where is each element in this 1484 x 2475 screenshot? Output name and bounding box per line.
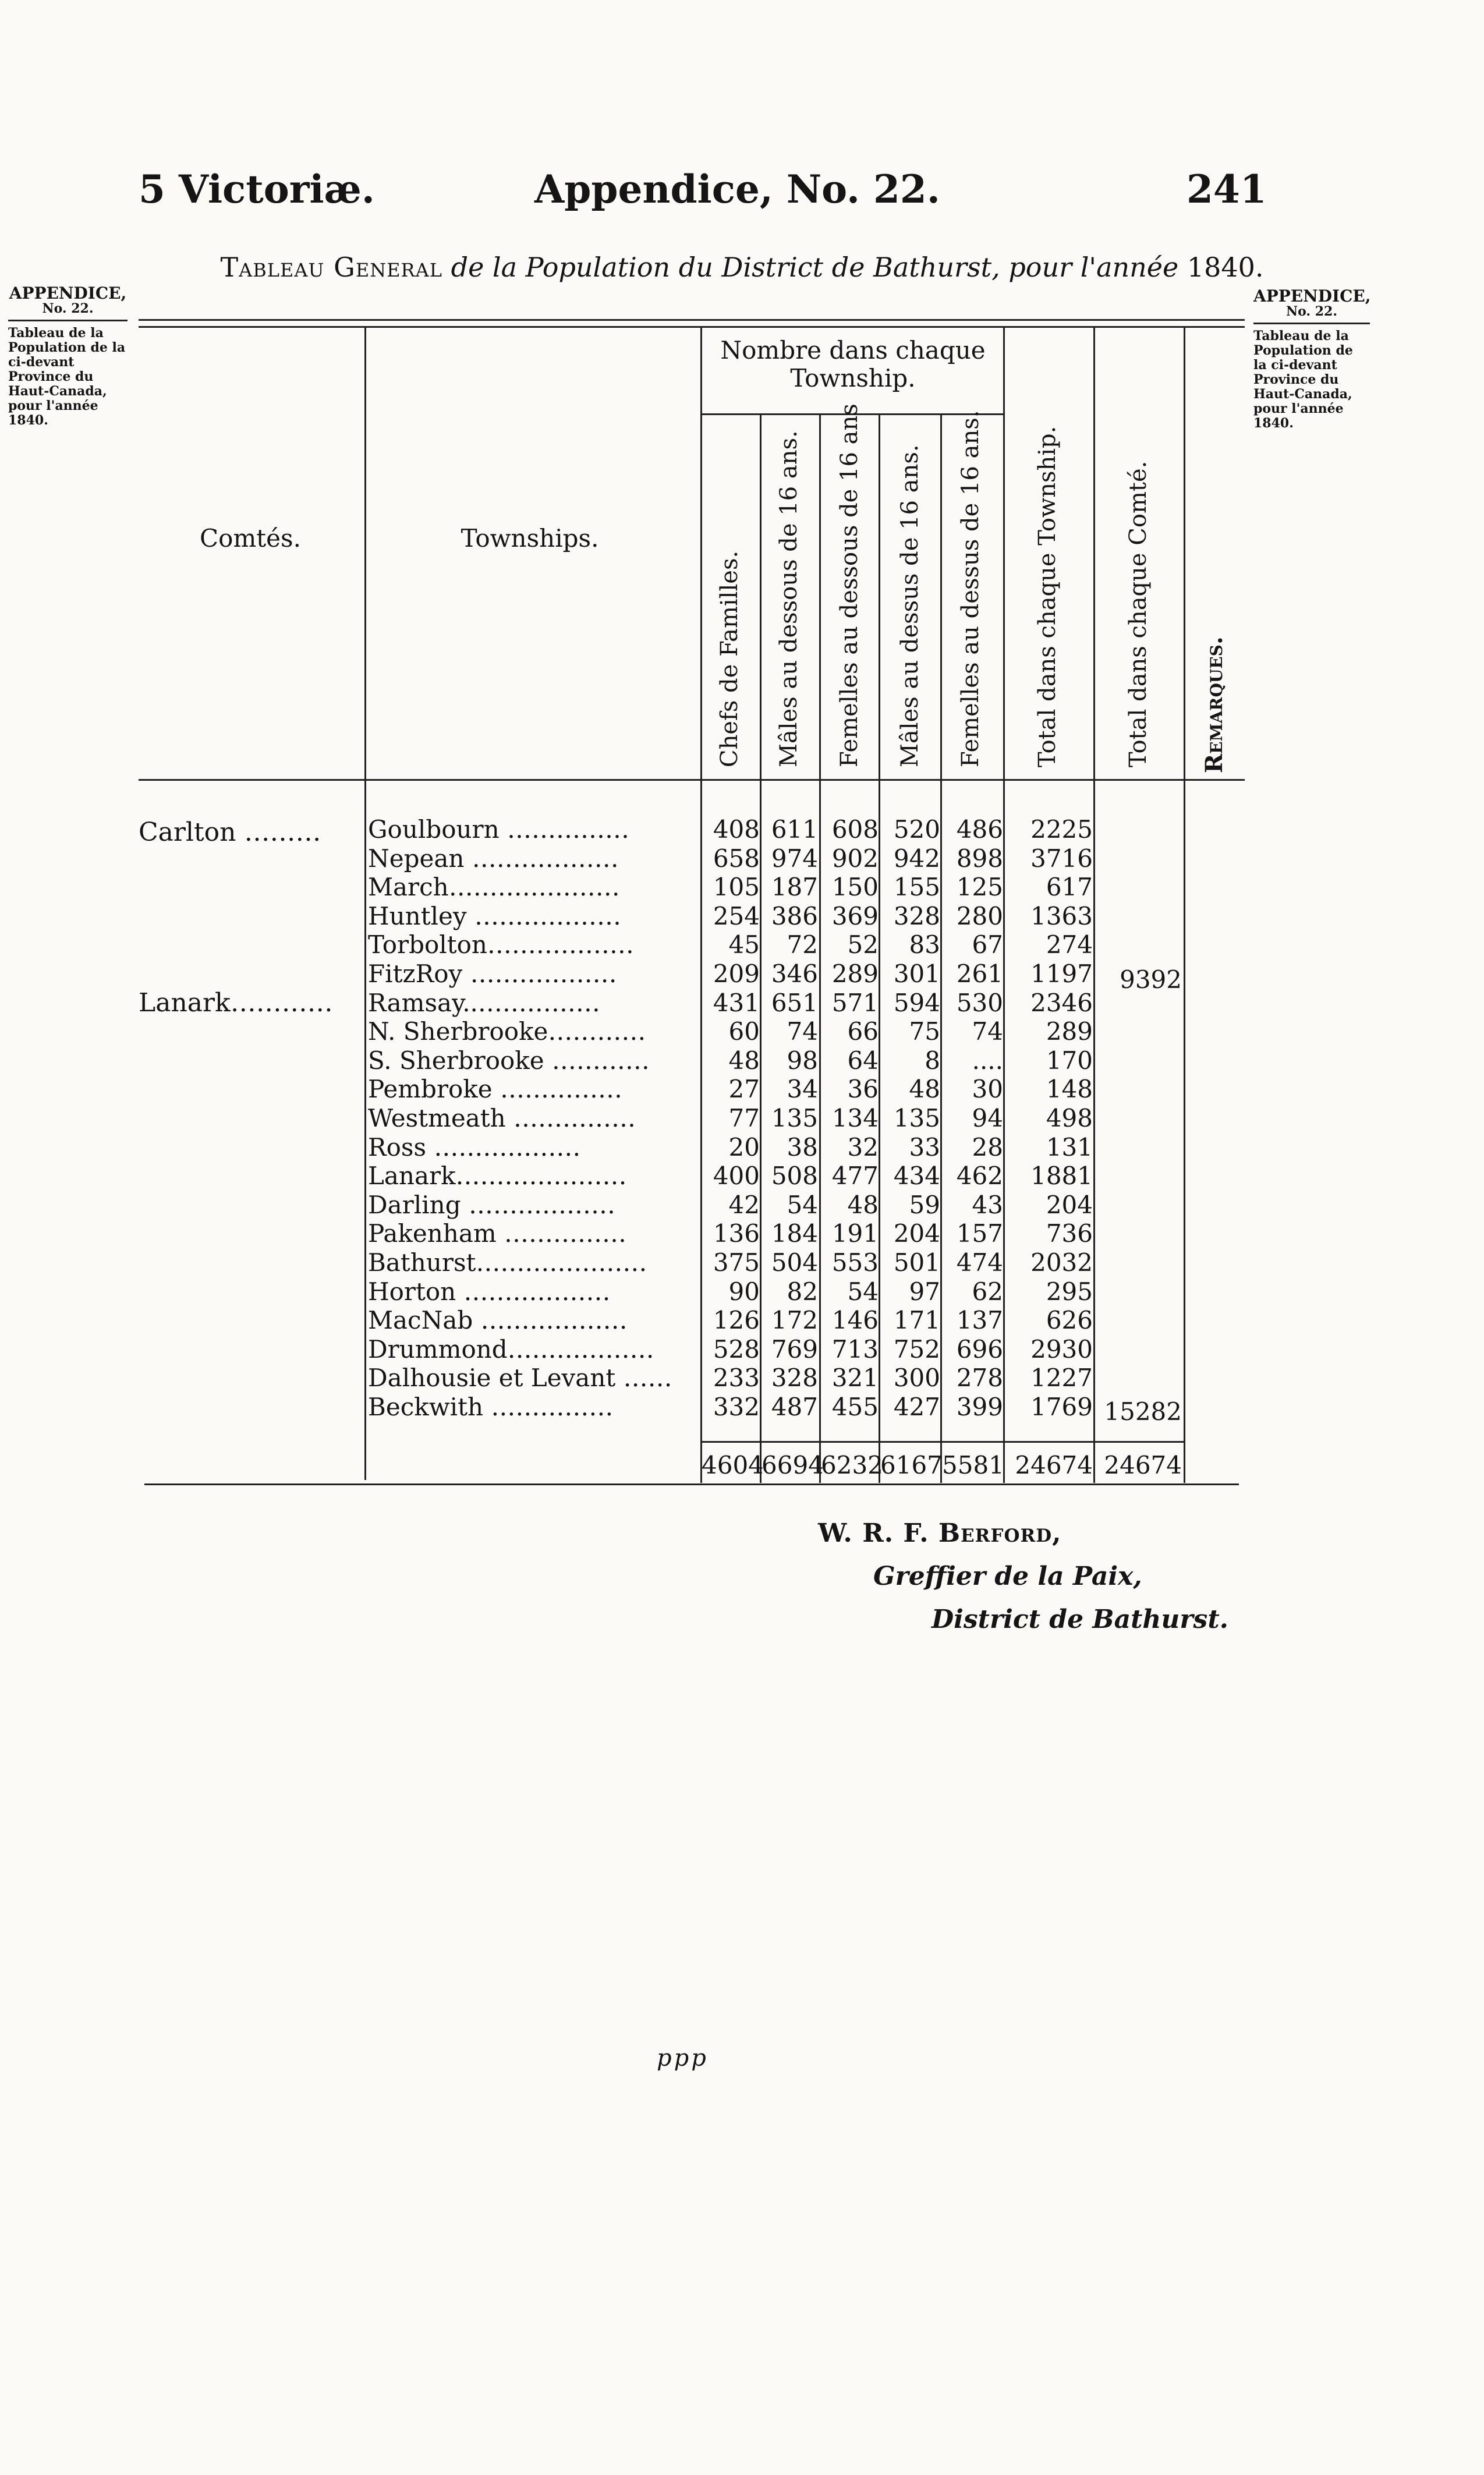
cell-chefs: 233 bbox=[713, 1364, 760, 1393]
table-row bbox=[0, 1364, 1484, 1393]
table-top-rule-2 bbox=[139, 326, 1245, 328]
table-row bbox=[0, 1133, 1484, 1162]
cell-chefs: 332 bbox=[713, 1393, 760, 1421]
cell-township: Huntley ……………… bbox=[368, 901, 621, 930]
county-total-lanark: 15282 bbox=[1104, 1397, 1182, 1426]
cell-females-under: 150 bbox=[831, 873, 879, 902]
cell-total-township: 2032 bbox=[1030, 1248, 1093, 1277]
cell-males-over: 33 bbox=[909, 1132, 940, 1162]
cell-chefs: 60 bbox=[728, 1017, 760, 1046]
cell-females-over: 462 bbox=[956, 1162, 1003, 1191]
cell-females-under: 455 bbox=[831, 1393, 879, 1421]
table-row bbox=[0, 815, 1484, 844]
cell-township: Drummond……………… bbox=[368, 1334, 654, 1364]
totals-rule bbox=[702, 1441, 1185, 1443]
cell-chefs: 375 bbox=[713, 1248, 760, 1277]
cell-males-under: 504 bbox=[771, 1248, 818, 1277]
cell-total-township: 1363 bbox=[1030, 901, 1093, 930]
cell-males-over: 75 bbox=[909, 1017, 940, 1046]
cell-chefs: 400 bbox=[713, 1162, 760, 1191]
cell-males-over: 97 bbox=[909, 1277, 940, 1306]
cell-males-under: 82 bbox=[787, 1277, 818, 1306]
cell-township: Pakenham …………… bbox=[368, 1219, 627, 1248]
cell-females-under: 553 bbox=[831, 1248, 879, 1277]
cell-total-township: 498 bbox=[1046, 1104, 1093, 1132]
total-county-grand: 24674 bbox=[1104, 1451, 1182, 1479]
margin-note-right-body: Tableau de la Population de la ci-devant Province du Haut-Canada, pour l'année 1840. bbox=[1253, 328, 1353, 431]
session-label: 5 Victoriæ. bbox=[139, 167, 375, 212]
cell-total-township: 289 bbox=[1046, 1017, 1093, 1046]
cell-township: Horton ……………… bbox=[368, 1277, 611, 1306]
table-row bbox=[0, 989, 1484, 1018]
cell-females-over: 94 bbox=[972, 1104, 1003, 1132]
cell-females-under: 66 bbox=[847, 1017, 879, 1046]
cell-total-township: 617 bbox=[1046, 873, 1093, 902]
col-header-total-county: Total dans chaque Comté. bbox=[1125, 461, 1152, 767]
cell-males-under: 974 bbox=[771, 844, 818, 873]
cell-females-over: 157 bbox=[956, 1219, 1003, 1248]
cell-township: Bathurst………………… bbox=[368, 1248, 647, 1277]
cell-females-under: 571 bbox=[831, 988, 879, 1017]
cell-township: Nepean ……………… bbox=[368, 844, 619, 873]
title-year: 1840. bbox=[1187, 252, 1264, 283]
cell-total-township: 148 bbox=[1046, 1075, 1093, 1104]
cell-females-under: 32 bbox=[847, 1132, 879, 1162]
cell-males-under: 184 bbox=[771, 1219, 818, 1248]
col-header-remarks: Remarques. bbox=[1200, 636, 1228, 773]
cell-males-over: 301 bbox=[893, 959, 940, 988]
col-header-county: Comtés. bbox=[200, 524, 301, 553]
county-total-carlton: 9392 bbox=[1120, 965, 1182, 994]
cell-chefs: 209 bbox=[713, 959, 760, 988]
margin-note-right-number: No. 22. bbox=[1286, 304, 1337, 319]
table-row bbox=[0, 1248, 1484, 1277]
cell-total-township: 274 bbox=[1046, 930, 1093, 959]
cell-chefs: 48 bbox=[728, 1046, 760, 1075]
table-row bbox=[0, 1191, 1484, 1220]
table-title bbox=[0, 252, 1484, 283]
cell-males-under: 346 bbox=[771, 959, 818, 988]
total-chefs: 4604 bbox=[702, 1451, 764, 1479]
total-females-under: 6232 bbox=[821, 1451, 883, 1479]
col-header-males-under: Mâles au dessous de 16 ans. bbox=[775, 430, 802, 767]
cell-chefs: 136 bbox=[713, 1219, 760, 1248]
cell-males-over: 48 bbox=[909, 1075, 940, 1104]
cell-females-under: 321 bbox=[831, 1364, 879, 1393]
cell-township: N. Sherbrooke………… bbox=[368, 1017, 646, 1046]
cell-males-over: 434 bbox=[893, 1162, 940, 1191]
margin-note-left-number: No. 22. bbox=[42, 301, 94, 316]
cell-females-over: 67 bbox=[972, 930, 1003, 959]
cell-females-under: 64 bbox=[847, 1046, 879, 1075]
cell-females-under: 36 bbox=[847, 1075, 879, 1104]
cell-males-under: 508 bbox=[771, 1162, 818, 1191]
total-males-under: 6694 bbox=[762, 1451, 824, 1479]
cell-males-over: 520 bbox=[893, 815, 940, 844]
total-township-grand: 24674 bbox=[1015, 1451, 1093, 1479]
cell-females-over: 62 bbox=[972, 1277, 1003, 1306]
cell-males-over: 59 bbox=[909, 1190, 940, 1219]
cell-total-township: 626 bbox=[1046, 1306, 1093, 1335]
cell-females-under: 52 bbox=[847, 930, 879, 959]
table-row bbox=[0, 844, 1484, 873]
cell-township: FitzRoy ……………… bbox=[368, 959, 617, 988]
signature-mark: ppp bbox=[657, 2045, 709, 2072]
table-row bbox=[0, 959, 1484, 989]
table-row bbox=[0, 1306, 1484, 1335]
cell-total-township: 204 bbox=[1046, 1190, 1093, 1219]
table-row bbox=[0, 1335, 1484, 1364]
cell-chefs: 528 bbox=[713, 1334, 760, 1364]
col-header-females-over: Femelles au dessus de 16 ans. bbox=[957, 410, 984, 767]
table-row bbox=[0, 1393, 1484, 1422]
table-row bbox=[0, 1219, 1484, 1248]
table-row bbox=[0, 930, 1484, 959]
cell-females-over: 43 bbox=[972, 1190, 1003, 1219]
cell-males-over: 135 bbox=[893, 1104, 940, 1132]
cell-males-under: 72 bbox=[787, 930, 818, 959]
cell-males-over: 752 bbox=[893, 1334, 940, 1364]
cell-males-under: 74 bbox=[787, 1017, 818, 1046]
cell-males-over: 155 bbox=[893, 873, 940, 902]
cell-males-over: 300 bbox=[893, 1364, 940, 1393]
table-row bbox=[0, 1046, 1484, 1075]
signature-district: District de Bathurst. bbox=[932, 1605, 1228, 1634]
cell-females-under: 54 bbox=[847, 1277, 879, 1306]
cell-township: Beckwith …………… bbox=[368, 1393, 614, 1421]
cell-males-under: 135 bbox=[771, 1104, 818, 1132]
cell-township: Ross ……………… bbox=[368, 1132, 581, 1162]
total-females-over: 5581 bbox=[942, 1451, 1004, 1479]
cell-township: March………………… bbox=[368, 873, 620, 902]
cell-males-under: 187 bbox=[771, 873, 818, 902]
cell-total-township: 1769 bbox=[1030, 1393, 1093, 1421]
cell-females-over: 278 bbox=[956, 1364, 1003, 1393]
cell-females-under: 369 bbox=[831, 901, 879, 930]
col-header-total-township: Total dans chaque Township. bbox=[1034, 426, 1061, 767]
cell-total-township: 2346 bbox=[1030, 988, 1093, 1017]
cell-chefs: 126 bbox=[713, 1306, 760, 1335]
margin-note-right-rule bbox=[1253, 323, 1370, 324]
cell-males-under: 328 bbox=[771, 1364, 818, 1393]
col-header-township: Townships. bbox=[461, 524, 599, 553]
cell-females-over: 261 bbox=[956, 959, 1003, 988]
cell-males-under: 54 bbox=[787, 1190, 818, 1219]
margin-note-left-rule bbox=[8, 320, 127, 321]
title-middle: de la Population du District de Bathurst, pour l'année bbox=[451, 252, 1179, 283]
cell-chefs: 27 bbox=[728, 1075, 760, 1104]
table-row bbox=[0, 902, 1484, 931]
table-row bbox=[0, 1075, 1484, 1104]
cell-chefs: 20 bbox=[728, 1132, 760, 1162]
cell-females-under: 713 bbox=[831, 1334, 879, 1364]
cell-total-township: 2930 bbox=[1030, 1334, 1093, 1364]
cell-total-township: 1197 bbox=[1030, 959, 1093, 988]
cell-females-under: 146 bbox=[831, 1306, 879, 1335]
cell-females-under: 902 bbox=[831, 844, 879, 873]
col-header-females-under: Femelles au dessous de 16 ans bbox=[836, 403, 863, 767]
cell-females-under: 289 bbox=[831, 959, 879, 988]
cell-chefs: 658 bbox=[713, 844, 760, 873]
cell-chefs: 408 bbox=[713, 815, 760, 844]
cell-males-over: 204 bbox=[893, 1219, 940, 1248]
cell-females-over: 696 bbox=[956, 1334, 1003, 1364]
cell-females-over: 125 bbox=[956, 873, 1003, 902]
cell-females-over: 280 bbox=[956, 901, 1003, 930]
table-row bbox=[0, 873, 1484, 902]
cell-females-over: .... bbox=[972, 1046, 1003, 1075]
cell-chefs: 45 bbox=[728, 930, 760, 959]
cell-females-under: 134 bbox=[831, 1104, 879, 1132]
title-prefix: Tableau General bbox=[220, 252, 442, 283]
cell-chefs: 77 bbox=[728, 1104, 760, 1132]
cell-females-over: 137 bbox=[956, 1306, 1003, 1335]
cell-males-over: 501 bbox=[893, 1248, 940, 1277]
cell-males-under: 487 bbox=[771, 1393, 818, 1421]
cell-females-over: 399 bbox=[956, 1393, 1003, 1421]
margin-note-right-head: APPENDICE, bbox=[1253, 286, 1371, 306]
cell-total-township: 3716 bbox=[1030, 844, 1093, 873]
cell-males-over: 942 bbox=[893, 844, 940, 873]
cell-males-over: 83 bbox=[909, 930, 940, 959]
margin-note-right bbox=[1253, 288, 1370, 431]
margin-note-left bbox=[8, 285, 127, 428]
county-label-lanark: Lanark………… bbox=[139, 988, 333, 1018]
header-bottom-rule bbox=[139, 779, 1245, 781]
cell-chefs: 254 bbox=[713, 901, 760, 930]
table-top-rule bbox=[139, 319, 1245, 321]
cell-township: Westmeath …………… bbox=[368, 1104, 636, 1132]
cell-township: Goulbourn …………… bbox=[368, 815, 630, 844]
cell-chefs: 42 bbox=[728, 1190, 760, 1219]
col-header-chefs: Chefs de Familles. bbox=[716, 550, 743, 767]
cell-township: Ramsay..…………… bbox=[368, 988, 600, 1017]
cell-females-over: 30 bbox=[972, 1075, 1003, 1104]
cell-township: Lanark………………… bbox=[368, 1162, 627, 1191]
cell-males-over: 8 bbox=[925, 1046, 940, 1075]
total-males-over: 6167 bbox=[880, 1451, 943, 1479]
table-row bbox=[0, 1162, 1484, 1191]
cell-township: MacNab ……………… bbox=[368, 1306, 628, 1335]
page-number: 241 bbox=[1187, 167, 1267, 212]
cell-females-under: 608 bbox=[831, 815, 879, 844]
cell-females-under: 191 bbox=[831, 1219, 879, 1248]
cell-males-over: 328 bbox=[893, 901, 940, 930]
cell-females-over: 474 bbox=[956, 1248, 1003, 1277]
cell-females-over: 486 bbox=[956, 815, 1003, 844]
cell-males-under: 611 bbox=[771, 815, 818, 844]
table-row bbox=[0, 1104, 1484, 1133]
cell-females-over: 898 bbox=[956, 844, 1003, 873]
cell-males-under: 651 bbox=[771, 988, 818, 1017]
cell-females-over: 28 bbox=[972, 1132, 1003, 1162]
col-header-group: Nombre dans chaque Township. bbox=[720, 336, 986, 392]
cell-total-township: 295 bbox=[1046, 1277, 1093, 1306]
cell-chefs: 105 bbox=[713, 873, 760, 902]
cell-township: S. Sherbrooke ………… bbox=[368, 1046, 650, 1075]
cell-township: Pembroke …………… bbox=[368, 1075, 622, 1104]
totals-row bbox=[0, 1451, 1484, 1480]
signature-role: Greffier de la Paix, bbox=[873, 1562, 1142, 1591]
cell-males-under: 34 bbox=[787, 1075, 818, 1104]
margin-note-left-head: APPENDICE, bbox=[9, 284, 127, 303]
table-row bbox=[0, 1277, 1484, 1306]
col-header-males-over: Mâles au dessus de 16 ans. bbox=[897, 444, 923, 767]
cell-males-over: 427 bbox=[893, 1393, 940, 1421]
cell-total-township: 1881 bbox=[1030, 1162, 1093, 1191]
cell-females-under: 477 bbox=[831, 1162, 879, 1191]
cell-total-township: 2225 bbox=[1030, 815, 1093, 844]
appendix-heading: Appendice, No. 22. bbox=[534, 167, 940, 212]
signature-name: W. R. F. Berford, bbox=[818, 1518, 1062, 1548]
cell-males-under: 38 bbox=[787, 1132, 818, 1162]
cell-township: Dalhousie et Levant …… bbox=[368, 1364, 672, 1393]
cell-total-township: 1227 bbox=[1030, 1364, 1093, 1393]
cell-township: Torbolton……………… bbox=[368, 930, 634, 959]
county-label-carlton: Carlton ……… bbox=[139, 817, 321, 847]
cell-females-over: 74 bbox=[972, 1017, 1003, 1046]
cell-total-township: 736 bbox=[1046, 1219, 1093, 1248]
cell-total-township: 170 bbox=[1046, 1046, 1093, 1075]
margin-note-left-body: Tableau de la Population de la ci-devant Province du Haut-Canada, pour l'année 1840. bbox=[8, 325, 126, 428]
cell-males-under: 172 bbox=[771, 1306, 818, 1335]
cell-males-over: 171 bbox=[893, 1306, 940, 1335]
cell-chefs: 431 bbox=[713, 988, 760, 1017]
cell-chefs: 90 bbox=[728, 1277, 760, 1306]
cell-males-under: 386 bbox=[771, 901, 818, 930]
cell-total-township: 131 bbox=[1046, 1132, 1093, 1162]
cell-males-under: 769 bbox=[771, 1334, 818, 1364]
cell-females-under: 48 bbox=[847, 1190, 879, 1219]
cell-males-under: 98 bbox=[787, 1046, 818, 1075]
cell-males-over: 594 bbox=[893, 988, 940, 1017]
table-bottom-rule bbox=[144, 1483, 1239, 1485]
cell-township: Darling ……………… bbox=[368, 1190, 615, 1219]
table-row bbox=[0, 1017, 1484, 1046]
cell-females-over: 530 bbox=[956, 988, 1003, 1017]
